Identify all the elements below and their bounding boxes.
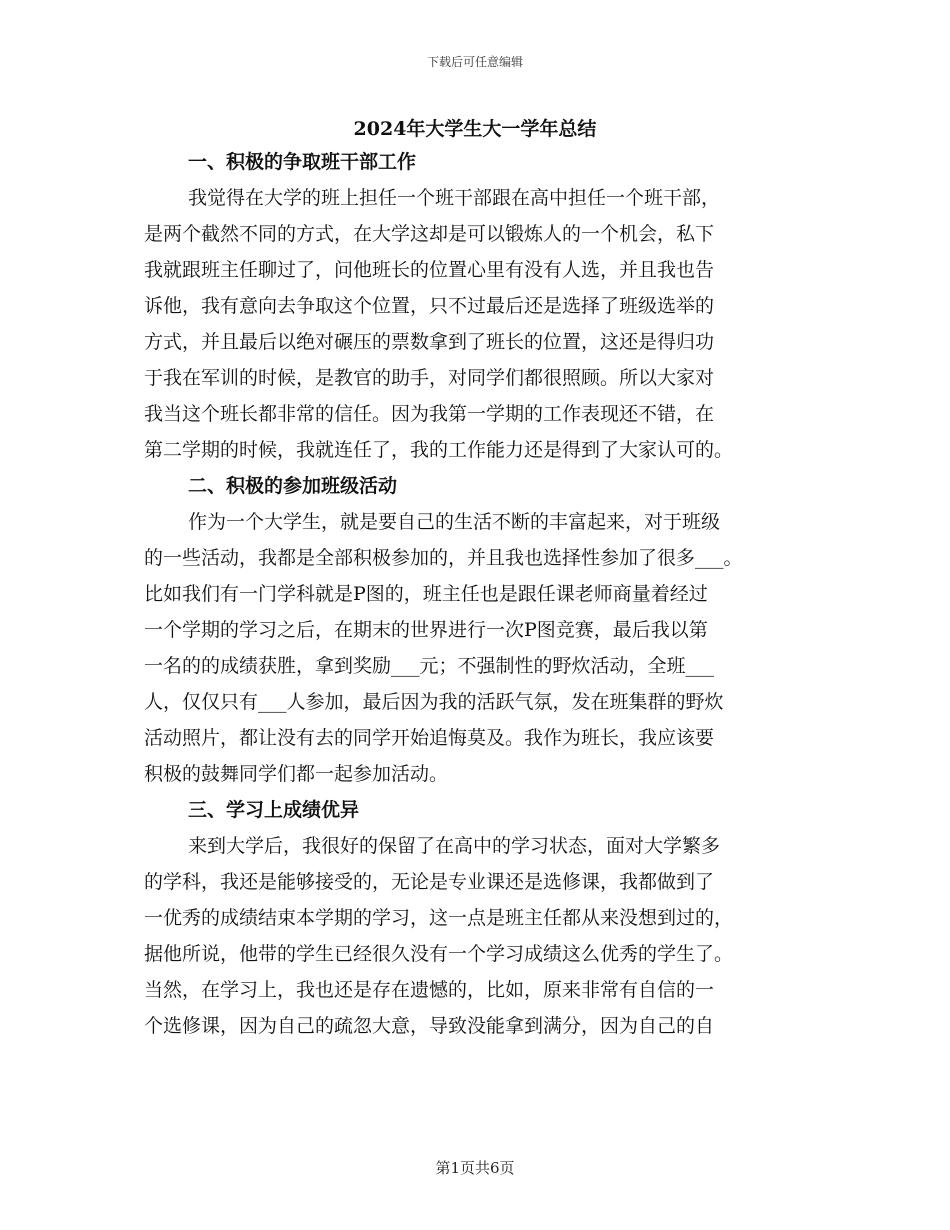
paragraph-line: 一个学期的学习之后，在期末的世界进行一次P图竞赛，最后我以第	[144, 619, 708, 641]
paragraph-line: 当然，在学习上，我也还是存在遗憾的，比如，原来非常有自信的一	[144, 979, 715, 1001]
paragraph-line: 第二学期的时候，我就连任了，我的工作能力还是得到了大家认可的。	[144, 439, 734, 461]
section-heading: 三、学习上成绩优异	[188, 799, 360, 821]
paragraph-line: 个选修课，因为自己的疏忽大意，导致没能拿到满分，因为自己的自	[144, 1015, 715, 1037]
paragraph-line: 的学科，我还是能够接受的，无论是专业课还是选修课，我都做到了	[144, 871, 715, 893]
paragraph-line: 一名的的成绩获胜，拿到奖励___元；不强制性的野炊活动，全班___	[144, 655, 715, 677]
paragraph-line: 作为一个大学生，就是要自己的生活不断的丰富起来，对于班级	[188, 511, 721, 533]
paragraph-line: 诉他，我有意向去争取这个位置，只不过最后还是选择了班级选举的	[144, 295, 715, 317]
page-number: 第1页共6页	[435, 1159, 515, 1177]
paragraph-line: 的一些活动，我都是全部积极参加的，并且我也选择性参加了很多___。	[144, 547, 743, 569]
document-title: 2024年大学生大一学年总结	[353, 118, 597, 140]
paragraph-line: 人，仅仅只有___人参加，最后因为我的活跃气氛，发在班集群的野炊	[144, 691, 724, 713]
paragraph-line: 来到大学后，我很好的保留了在高中的学习状态，面对大学繁多	[188, 835, 721, 857]
paragraph-line: 我当这个班长都非常的信任。因为我第一学期的工作表现还不错，在	[144, 403, 715, 425]
paragraph-line: 积极的鼓舞同学们都一起参加活动。	[144, 763, 449, 785]
paragraph-line: 比如我们有一门学科就是P图的，班主任也是跟任课老师商量着经过	[144, 583, 708, 605]
document-body	[144, 144, 812, 1044]
paragraph-line: 一优秀的成绩结束本学期的学习，这一点是班主任都从来没想到过的，	[144, 907, 734, 929]
paragraph-line: 活动照片，都让没有去的同学开始追悔莫及。我作为班长，我应该要	[144, 727, 715, 749]
paragraph-line: 据他所说，他带的学生已经很久没有一个学习成绩这么优秀的学生了。	[144, 943, 734, 965]
paragraph-line: 是两个截然不同的方式，在大学这却是可以锻炼人的一个机会，私下	[144, 223, 715, 245]
paragraph-line: 我觉得在大学的班上担任一个班干部跟在高中担任一个班干部，	[188, 187, 721, 209]
section-heading: 一、积极的争取班干部工作	[188, 151, 417, 173]
section-2	[144, 468, 812, 792]
section-heading: 二、积极的参加班级活动	[188, 475, 398, 497]
paragraph-line: 于我在军训的时候，是教官的助手，对同学们都很照顾。所以大家对	[144, 367, 715, 389]
section-1	[144, 144, 812, 468]
paragraph-line: 方式，并且最后以绝对碾压的票数拿到了班长的位置，这还是得归功	[144, 331, 715, 353]
page-header: 下载后可任意编辑	[426, 55, 523, 69]
paragraph-line: 我就跟班主任聊过了，问他班长的位置心里有没有人选，并且我也告	[144, 259, 715, 281]
section-3	[144, 792, 812, 1044]
